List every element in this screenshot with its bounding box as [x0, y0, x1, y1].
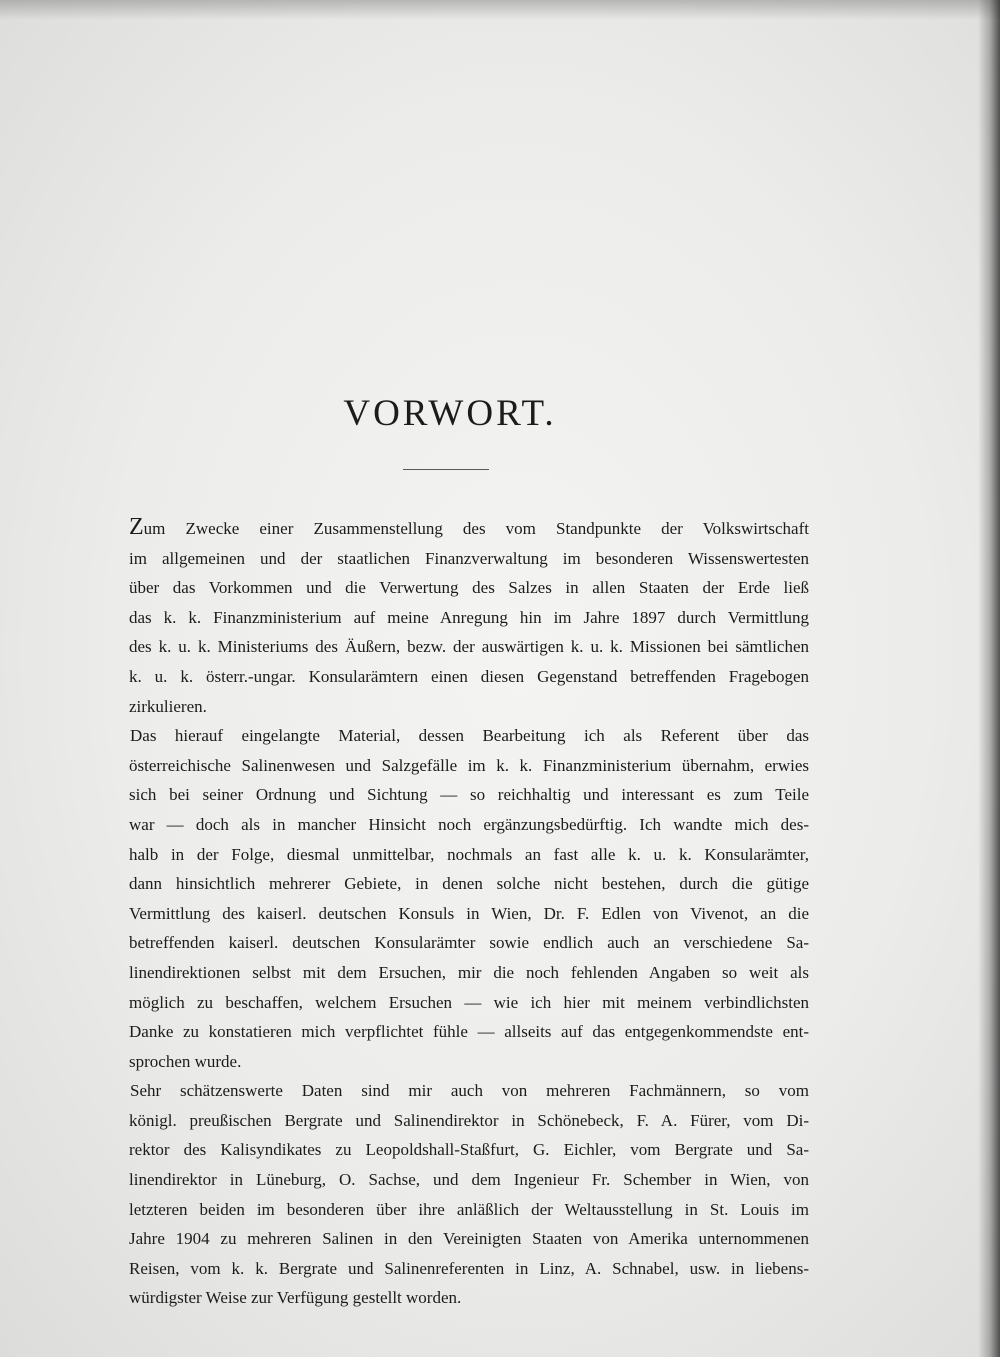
page-title: VORWORT.	[343, 393, 557, 434]
text-line: Vermittlung des kaiserl. deutschen Konsuls in Wien, Dr. F. Edlen von Vivenot, an die	[129, 903, 809, 923]
text-line: Das hierauf eingelangte Material, dessen Bearbeitung ich als Referent über das	[130, 726, 809, 746]
text-line: Jahre 1904 zu mehreren Salinen in den Vereinigten Staaten von Amerika unternommenen	[129, 1229, 809, 1249]
text-line: halb in der Folge, diesmal unmittelbar, nochmals an fast alle k. u. k. Konsularämter,	[129, 844, 809, 864]
text-line: letzteren beiden im besonderen über ihre anläßlich der Weltausstellung in St. Louis im	[129, 1199, 809, 1219]
text-line: möglich zu beschaffen, welchem Ersuchen — wie ich hier mit meinem verbindlichsten	[129, 992, 809, 1012]
text-line: über das Vorkommen und die Verwertung des Salzes in allen Staaten der Erde ließ	[129, 578, 809, 598]
paragraph-3	[129, 1076, 809, 1313]
text-line: linendirektionen selbst mit dem Ersuchen, mir die noch fehlenden Angaben so weit als	[129, 962, 809, 982]
title-divider	[403, 469, 489, 470]
text-line: königl. preußischen Bergrate und Salinendirektor in Schönebeck, F. A. Fürer, vom Di-	[129, 1110, 809, 1130]
paragraph-2	[129, 721, 809, 1076]
text-line-content: um Zwecke einer Zusammenstellung des vom Standpunkte der Volkswirtschaft	[143, 519, 809, 538]
text-line: linendirektor in Lüneburg, O. Sachse, und dem Ingenieur Fr. Schember in Wien, von	[129, 1170, 809, 1190]
text-line: sprochen wurde.	[129, 1051, 242, 1071]
text-line: Sehr schätzenswerte Daten sind mir auch von mehreren Fachmännern, so vom	[130, 1081, 809, 1101]
text-line	[129, 513, 809, 544]
text-line: war — doch als in mancher Hinsicht noch ergänzungsbedürftig. Ich wandte mich des-	[129, 814, 809, 834]
text-line: das k. k. Finanzministerium auf meine Anregung hin im Jahre 1897 durch Vermittlung	[129, 607, 809, 627]
text-line: österreichische Salinenwesen und Salzgefälle im k. k. Finanzministerium übernahm, erwies	[129, 755, 809, 775]
drop-initial: Z	[129, 514, 144, 540]
text-line: würdigster Weise zur Verfügung gestellt worden.	[129, 1288, 462, 1308]
text-line: sich bei seiner Ordnung und Sichtung — so reichhaltig und interessant es zum Teile	[129, 785, 809, 805]
text-line: Danke zu konstatieren mich verpflichtet fühle — allseits auf das entgegenkommendste ent-	[129, 1022, 809, 1042]
text-line: Reisen, vom k. k. Bergrate und Salinenreferenten in Linz, A. Schnabel, usw. in liebens-	[129, 1258, 809, 1278]
text-line: dann hinsichtlich mehrerer Gebiete, in denen solche nicht bestehen, durch die gütige	[129, 874, 809, 894]
text-line: des k. u. k. Ministeriums des Äußern, bezw. der auswärtigen k. u. k. Missionen bei sämtlichen	[129, 637, 809, 657]
text-line: zirkulieren.	[129, 696, 207, 716]
text-line: rektor des Kalisyndikates zu Leopoldshall-Staßfurt, G. Eichler, vom Bergrate und Sa-	[129, 1140, 809, 1160]
body-text	[129, 513, 809, 1313]
paragraph-1	[129, 513, 809, 721]
text-line: k. u. k. österr.-ungar. Konsularämtern einen diesen Gegenstand betreffenden Fragebogen	[129, 666, 809, 686]
text-line: im allgemeinen und der staatlichen Finanzverwaltung im besonderen Wissenswertesten	[129, 548, 809, 568]
text-line: betreffenden kaiserl. deutschen Konsularämter sowie endlich auch an verschiedene Sa-	[129, 933, 809, 953]
